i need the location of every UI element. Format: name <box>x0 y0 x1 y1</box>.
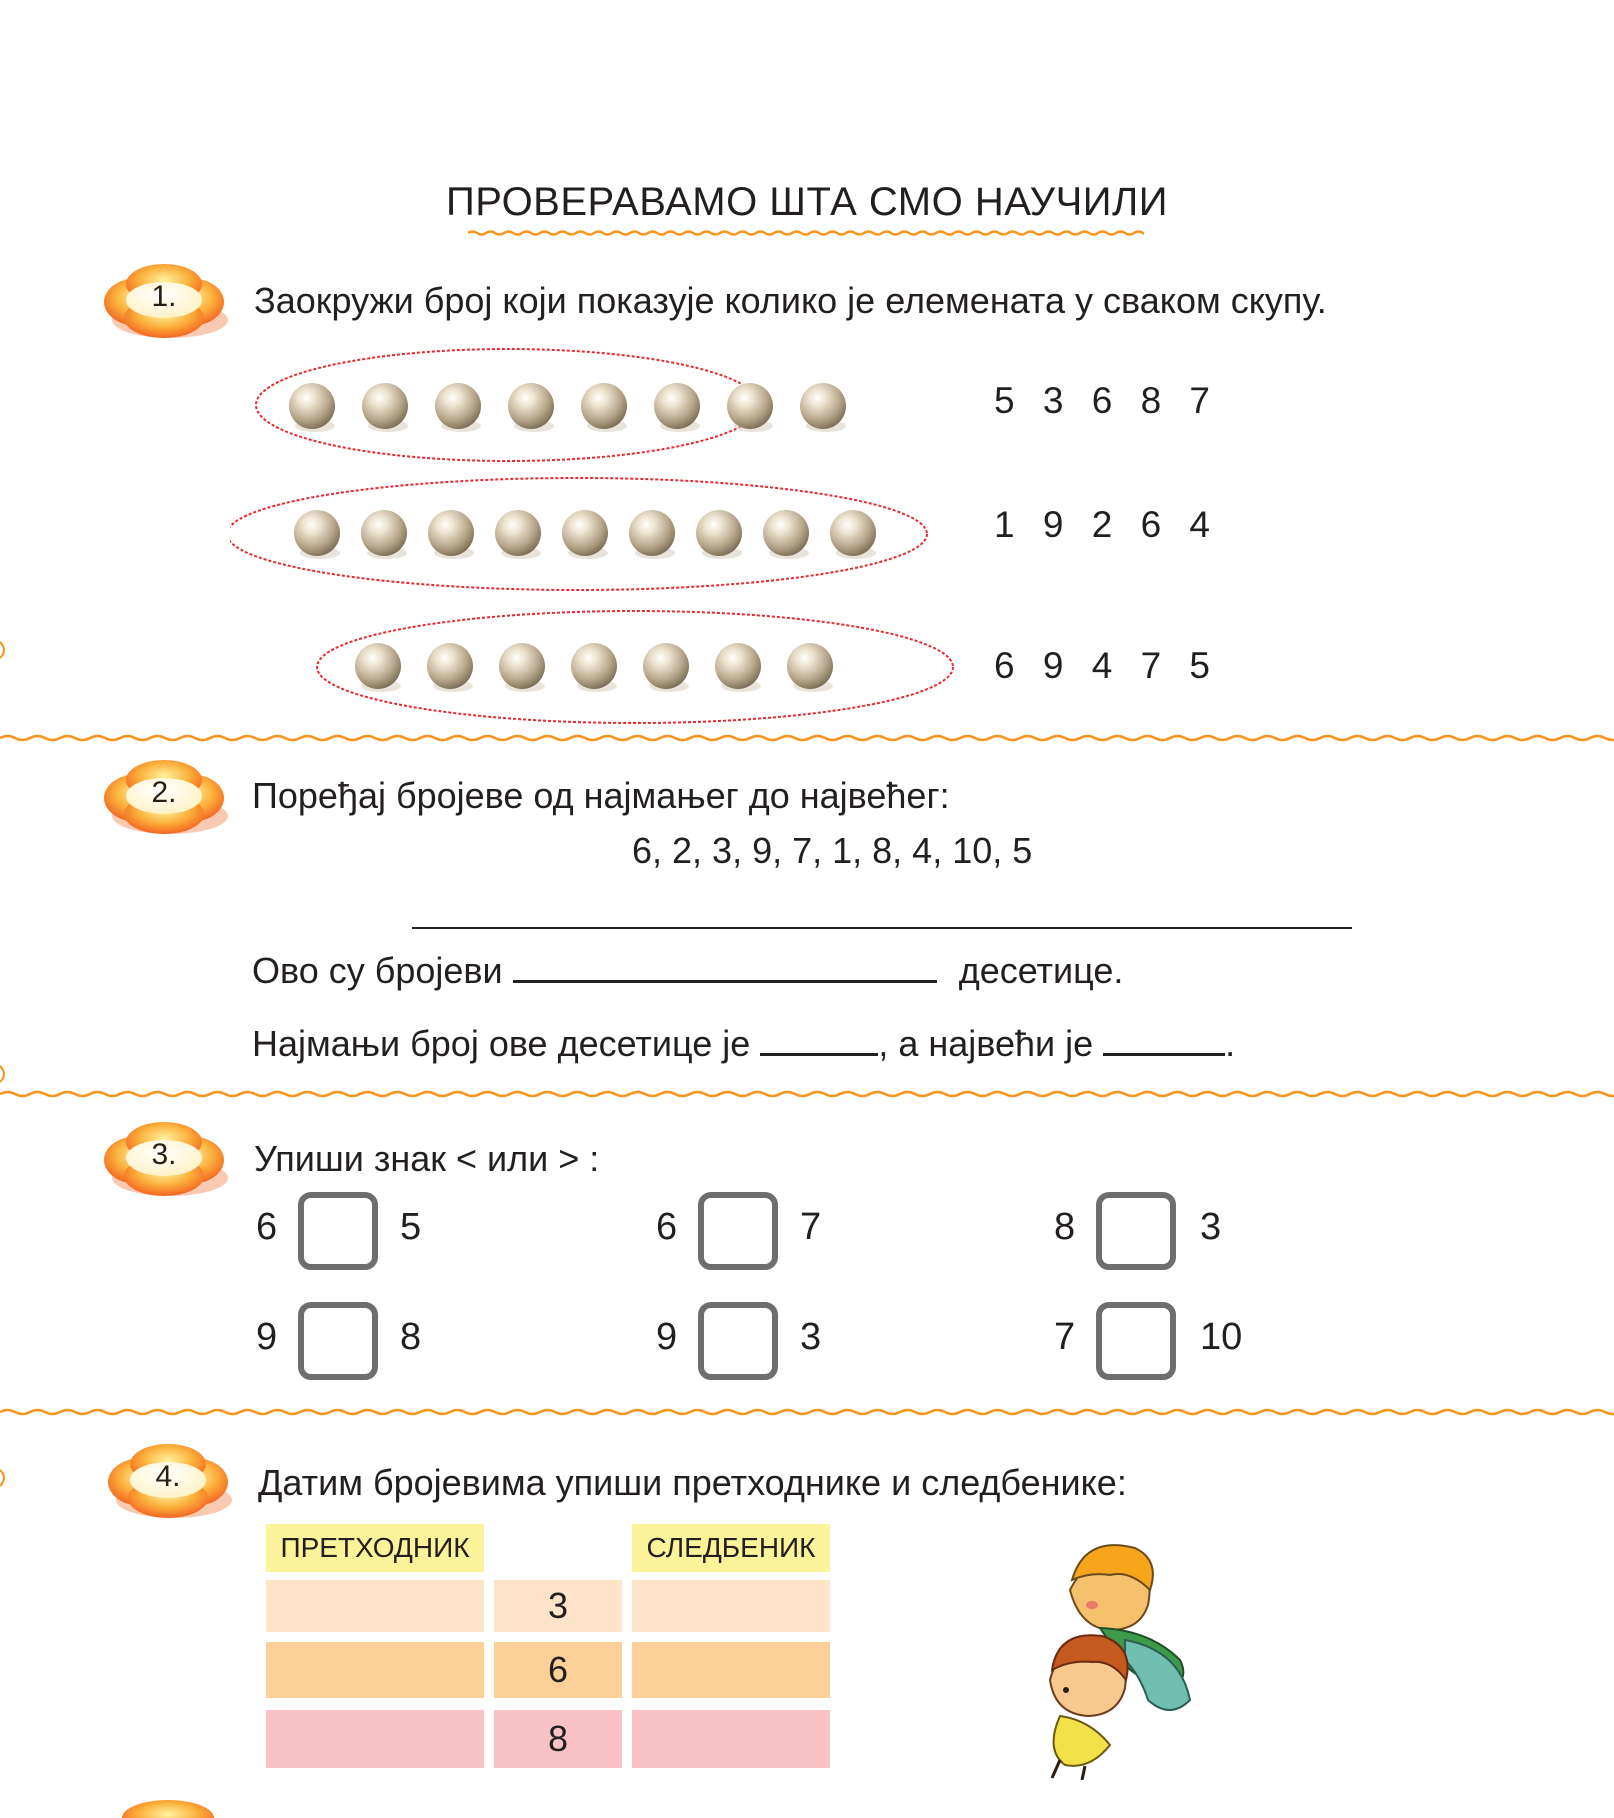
task1-sets <box>230 340 960 730</box>
task3-badge <box>98 1120 230 1200</box>
pearl-icon <box>715 643 761 689</box>
predecessor-successor-table <box>266 1524 830 1768</box>
separator-3 <box>0 1404 1614 1420</box>
pearl-icon <box>495 510 541 556</box>
sign-box[interactable] <box>296 1300 380 1380</box>
flower-badge-icon <box>102 1792 234 1818</box>
compare-left: 6 <box>256 1206 278 1248</box>
prev-cell[interactable] <box>266 1580 484 1632</box>
pearl-icon <box>763 510 809 556</box>
pearl-icon <box>727 383 773 429</box>
task1-choices-3[interactable]: 6 9 4 7 5 <box>994 645 1211 686</box>
compare-left: 7 <box>1054 1316 1076 1358</box>
page-title: ПРОВЕРАВАМО ШТА СМО НАУЧИЛИ <box>446 180 1168 224</box>
line2-start: Најмањи број ове десетице је <box>252 1023 751 1064</box>
compare-left: 8 <box>1054 1206 1076 1248</box>
pearl-icon <box>362 383 408 429</box>
task4-instruction: Датим бројевима упиши претходнике и следбенике: <box>258 1462 1127 1503</box>
edge-wave-fragment <box>0 1064 8 1084</box>
largest-blank[interactable] <box>1103 1025 1225 1056</box>
value-cell: 8 <box>494 1710 622 1768</box>
header-next: СЛЕДБЕНИК <box>632 1524 830 1572</box>
task2-badge <box>98 758 230 838</box>
compare-right: 3 <box>1200 1206 1222 1248</box>
pearl-icon <box>571 643 617 689</box>
pearl-icon <box>654 383 700 429</box>
task2-instruction: Поређај бројеве од најмањег до највећег: <box>252 775 950 816</box>
value-cell: 3 <box>494 1580 622 1632</box>
edge-wave-fragment <box>0 1468 8 1488</box>
compare-left: 9 <box>256 1316 278 1358</box>
pearl-icon <box>830 510 876 556</box>
line1-start: Ово су бројеви <box>252 950 503 991</box>
header-prev: ПРЕТХОДНИК <box>266 1524 484 1572</box>
separator-1 <box>0 730 1614 746</box>
task3-instruction: Упиши знак < или > : <box>254 1138 600 1179</box>
pearl-icon <box>428 510 474 556</box>
edge-wave-fragment <box>0 640 8 660</box>
pearl-icon <box>643 643 689 689</box>
pearl-icon <box>294 510 340 556</box>
compare-right: 3 <box>800 1316 822 1358</box>
pearl-icon <box>508 383 554 429</box>
compare-left: 6 <box>656 1206 678 1248</box>
sign-box[interactable] <box>1094 1300 1178 1380</box>
pearl-icon <box>499 643 545 689</box>
line2-end: . <box>1225 1023 1236 1064</box>
task1-choices-2[interactable]: 1 9 2 6 4 <box>994 504 1211 545</box>
set-outline-3 <box>317 611 953 723</box>
compare-right: 5 <box>400 1206 422 1248</box>
pearl-icon <box>355 643 401 689</box>
next-cell[interactable] <box>632 1580 830 1632</box>
answer-line[interactable] <box>412 926 1352 929</box>
line1-end: десетице. <box>958 950 1124 991</box>
task2-numbers: 6, 2, 3, 9, 7, 1, 8, 4, 10, 5 <box>632 830 1033 871</box>
task2-line2 <box>252 1023 1235 1065</box>
pearl-icon <box>581 383 627 429</box>
sign-box[interactable] <box>696 1300 780 1380</box>
task1-number: 1. <box>151 280 177 313</box>
next-cell[interactable] <box>632 1710 830 1768</box>
pearl-icon <box>427 643 473 689</box>
task1-badge <box>98 262 230 342</box>
task2-number: 2. <box>151 776 177 809</box>
pearl-icon <box>361 510 407 556</box>
pearl-icon <box>435 383 481 429</box>
line2-mid: , а највећи је <box>878 1023 1094 1064</box>
pearl-icon <box>289 383 335 429</box>
compare-right: 8 <box>400 1316 422 1358</box>
pearl-icon <box>562 510 608 556</box>
task3-number: 3. <box>151 1138 177 1171</box>
task2-line1 <box>252 950 1123 992</box>
smallest-blank[interactable] <box>760 1025 878 1056</box>
task4-badge <box>102 1442 234 1522</box>
children-illustration <box>1030 1530 1200 1780</box>
title-wavy-underline <box>468 226 1144 240</box>
pearl-icon <box>696 510 742 556</box>
task1-instruction: Заокружи број који показује колико је елемената у сваком скупу. <box>254 280 1327 321</box>
sign-box[interactable] <box>296 1190 380 1270</box>
compare-right: 7 <box>800 1206 822 1248</box>
value-cell: 6 <box>494 1642 622 1698</box>
prev-cell[interactable] <box>266 1642 484 1698</box>
separator-2 <box>0 1086 1614 1102</box>
prev-cell[interactable] <box>266 1710 484 1768</box>
pearl-icon <box>629 510 675 556</box>
task1-choices-1[interactable]: 5 3 6 8 7 <box>994 380 1211 421</box>
task4-number: 4. <box>155 1460 181 1493</box>
sign-box[interactable] <box>696 1190 780 1270</box>
compare-left: 9 <box>656 1316 678 1358</box>
compare-right: 10 <box>1200 1316 1243 1358</box>
pearl-icon <box>800 383 846 429</box>
pearl-icon <box>787 643 833 689</box>
next-cell[interactable] <box>632 1642 830 1698</box>
decade-blank[interactable] <box>513 952 937 983</box>
sign-box[interactable] <box>1094 1190 1178 1270</box>
